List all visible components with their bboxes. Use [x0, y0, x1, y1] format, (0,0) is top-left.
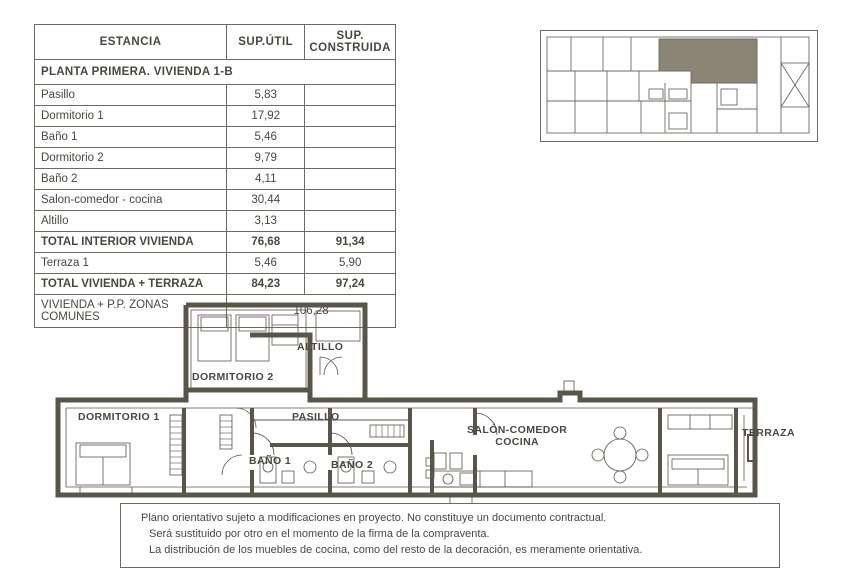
- table-row: [35, 169, 396, 190]
- row-util: 84,23: [227, 274, 305, 295]
- row-cons: [305, 106, 396, 127]
- row-cons: 5,90: [305, 253, 396, 274]
- row-name: TOTAL VIVIENDA + TERRAZA: [35, 274, 227, 295]
- table-section-row: [35, 60, 396, 85]
- label-pasillo: PASILLO: [292, 411, 340, 423]
- row-name: Baño 1: [35, 127, 227, 148]
- row-util: 5,46: [227, 127, 305, 148]
- table-row: [35, 127, 396, 148]
- keyplan-container: [540, 30, 818, 142]
- label-bano-2: BAÑO 2: [331, 459, 374, 471]
- row-name: Terraza 1: [35, 253, 227, 274]
- table-row: [35, 148, 396, 169]
- row-cons: 97,24: [305, 274, 396, 295]
- row-name: Altillo: [35, 211, 227, 232]
- row-cons: [305, 127, 396, 148]
- row-util: 9,79: [227, 148, 305, 169]
- label-dormitorio-2: DORMITORIO 2: [192, 371, 274, 383]
- row-name: Pasillo: [35, 85, 227, 106]
- row-name: Baño 2: [35, 169, 227, 190]
- header-sup-util: SUP.ÚTIL: [227, 25, 305, 60]
- table-row: [35, 190, 396, 211]
- floorplan-container: [20, 295, 832, 510]
- row-cons: [305, 85, 396, 106]
- row-util: 30,44: [227, 190, 305, 211]
- disclaimer-line-2: Será sustituido por otro en el momento de la firma de la compraventa.: [149, 527, 490, 540]
- row-cons: 91,34: [305, 232, 396, 253]
- header-sup-construida-line2: CONSTRUIDA: [309, 42, 391, 54]
- disclaimer-line-1: Plano orientativo sujeto a modificaciones en proyecto. No constituye un documento contractual.: [141, 512, 607, 524]
- row-cons: [305, 190, 396, 211]
- row-util: 5,46: [227, 253, 305, 274]
- row-name: Dormitorio 2: [35, 148, 227, 169]
- row-util: 5,83: [227, 85, 305, 106]
- footer-value: 106,28: [227, 295, 396, 328]
- table-row: [35, 106, 396, 127]
- table-header-row: [35, 25, 396, 60]
- areas-table: [34, 24, 396, 328]
- label-salon-line2: COCINA: [495, 436, 540, 449]
- label-salon-line1: SALÓN-COMEDOR: [467, 424, 568, 436]
- section-title: PLANTA PRIMERA. VIVIENDA 1-B: [35, 60, 396, 85]
- footer-name: VIVIENDA + P.P. ZONAS COMUNES: [35, 295, 227, 328]
- row-util: 76,68: [227, 232, 305, 253]
- row-cons: [305, 148, 396, 169]
- table-row-total-terraza: [35, 274, 396, 295]
- row-cons: [305, 211, 396, 232]
- label-dormitorio-1: DORMITORIO 1: [78, 411, 160, 423]
- table-row: [35, 85, 396, 106]
- row-cons: [305, 169, 396, 190]
- label-altillo: ALTILLO: [297, 341, 344, 353]
- keyplan-diagram: [541, 31, 815, 139]
- header-sup-construida: [305, 25, 396, 60]
- table-row: [35, 253, 396, 274]
- areas-table-container: [34, 24, 396, 328]
- row-util: 4,11: [227, 169, 305, 190]
- label-terraza: TERRAZA: [742, 427, 795, 439]
- label-salon-comedor-cocina: [467, 424, 567, 448]
- row-name: Dormitorio 1: [35, 106, 227, 127]
- areas-table-head: [35, 25, 396, 60]
- row-util: 17,92: [227, 106, 305, 127]
- header-estancia: ESTANCIA: [35, 25, 227, 60]
- table-row-total-interior: [35, 232, 396, 253]
- table-row: [35, 211, 396, 232]
- label-bano-1: BAÑO 1: [249, 455, 292, 467]
- disclaimer-line-3: La distribución de los muebles de cocina, como del resto de la decoración, es meramente orientativa.: [149, 543, 643, 556]
- areas-table-body: [35, 60, 396, 328]
- floorplan-drawing: [20, 295, 832, 510]
- header-sup-construida-line1: SUP.: [336, 30, 364, 42]
- disclaimer-box: [120, 503, 780, 568]
- row-name: Salon-comedor - cocina: [35, 190, 227, 211]
- row-name: TOTAL INTERIOR VIVIENDA: [35, 232, 227, 253]
- row-util: 3,13: [227, 211, 305, 232]
